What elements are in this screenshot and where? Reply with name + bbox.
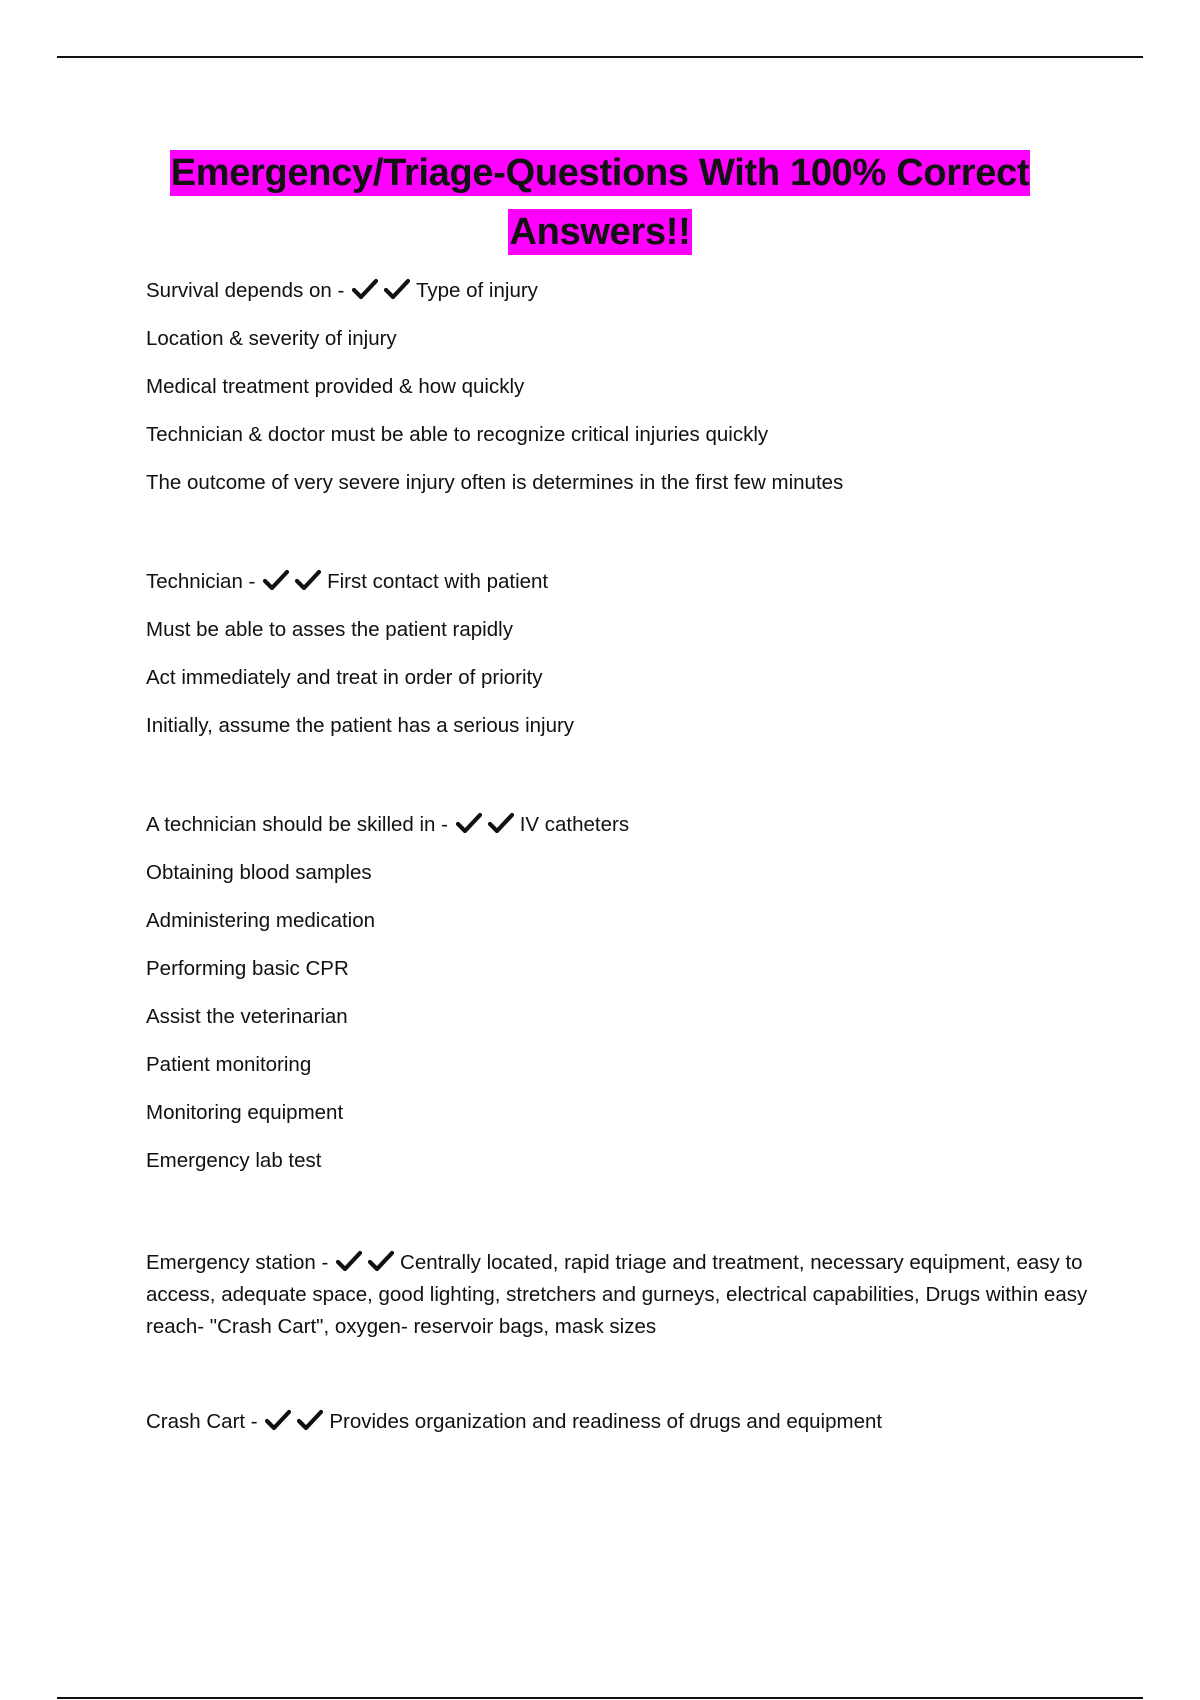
document-title: [100, 144, 1100, 262]
answer-line: Patient monitoring: [146, 1053, 312, 1076]
checkmark-icon: [488, 812, 514, 834]
qa-question-line: [146, 278, 1096, 303]
checkmark-icon: [384, 278, 410, 300]
answer-text: IV catheters: [519, 813, 630, 836]
answer-line: Technician & doctor must be able to recognize critical injuries quickly: [146, 423, 769, 446]
answer-text: Centrally located, rapid triage and treatment, necessary equipment, easy to access, adequate space, good lighting, stretchers and gurneys, electrical capabilities, Drugs within easy reach- "Crash Cart", oxygen- reservoir bags, mask sizes: [146, 1251, 1088, 1338]
question-text: Crash Cart -: [146, 1410, 258, 1433]
answer-line: Initially, assume the patient has a serious injury: [146, 714, 575, 737]
question-text: Technician -: [146, 570, 256, 593]
question-text: Emergency station -: [146, 1251, 329, 1274]
answer-line: Performing basic CPR: [146, 957, 349, 980]
checkmark-icon: [336, 1250, 362, 1272]
qa-question-line: [146, 1247, 1096, 1343]
checkmark-icon: [456, 812, 482, 834]
question-text: Survival depends on -: [146, 279, 345, 302]
answer-line: Monitoring equipment: [146, 1101, 344, 1124]
qa-item: [146, 278, 1096, 495]
checkmark-icon: [263, 569, 289, 591]
qa-question-line: [146, 812, 1096, 837]
checkmark-icon: [295, 569, 321, 591]
answer-line: Must be able to asses the patient rapidly: [146, 618, 513, 641]
qa-item: [146, 569, 1096, 738]
answer-text: First contact with patient: [327, 570, 549, 593]
answer-line: Act immediately and treat in order of priority: [146, 666, 543, 689]
checkmark-icon: [297, 1409, 323, 1431]
answer-line: The outcome of very severe injury often is determines in the first few minutes: [146, 471, 844, 494]
title-line-1: Emergency/Triage-Questions With 100% Correct: [170, 152, 1030, 194]
answer-line: Emergency lab test: [146, 1149, 322, 1172]
checkmark-icon: [265, 1409, 291, 1431]
checkmark-icon: [352, 278, 378, 300]
qa-question-line: [146, 1409, 1096, 1434]
qa-content: [146, 278, 1096, 1458]
answer-line: Administering medication: [146, 909, 376, 932]
qa-item: [146, 812, 1096, 1173]
question-text: A technician should be skilled in -: [146, 813, 448, 836]
qa-item: [146, 1409, 1096, 1434]
footer-rule: [57, 1697, 1143, 1699]
answer-text: Provides organization and readiness of drugs and equipment: [329, 1410, 883, 1433]
answer-text: Type of injury: [416, 279, 538, 302]
answer-line: Location & severity of injury: [146, 327, 397, 350]
answer-line: Obtaining blood samples: [146, 861, 372, 884]
answer-line: Assist the veterinarian: [146, 1005, 348, 1028]
header-rule: [57, 56, 1143, 58]
answer-line: Medical treatment provided & how quickly: [146, 375, 525, 398]
qa-item: [146, 1247, 1096, 1343]
checkmark-icon: [368, 1250, 394, 1272]
title-line-2: Answers!!: [509, 211, 691, 253]
qa-question-line: [146, 569, 1096, 594]
